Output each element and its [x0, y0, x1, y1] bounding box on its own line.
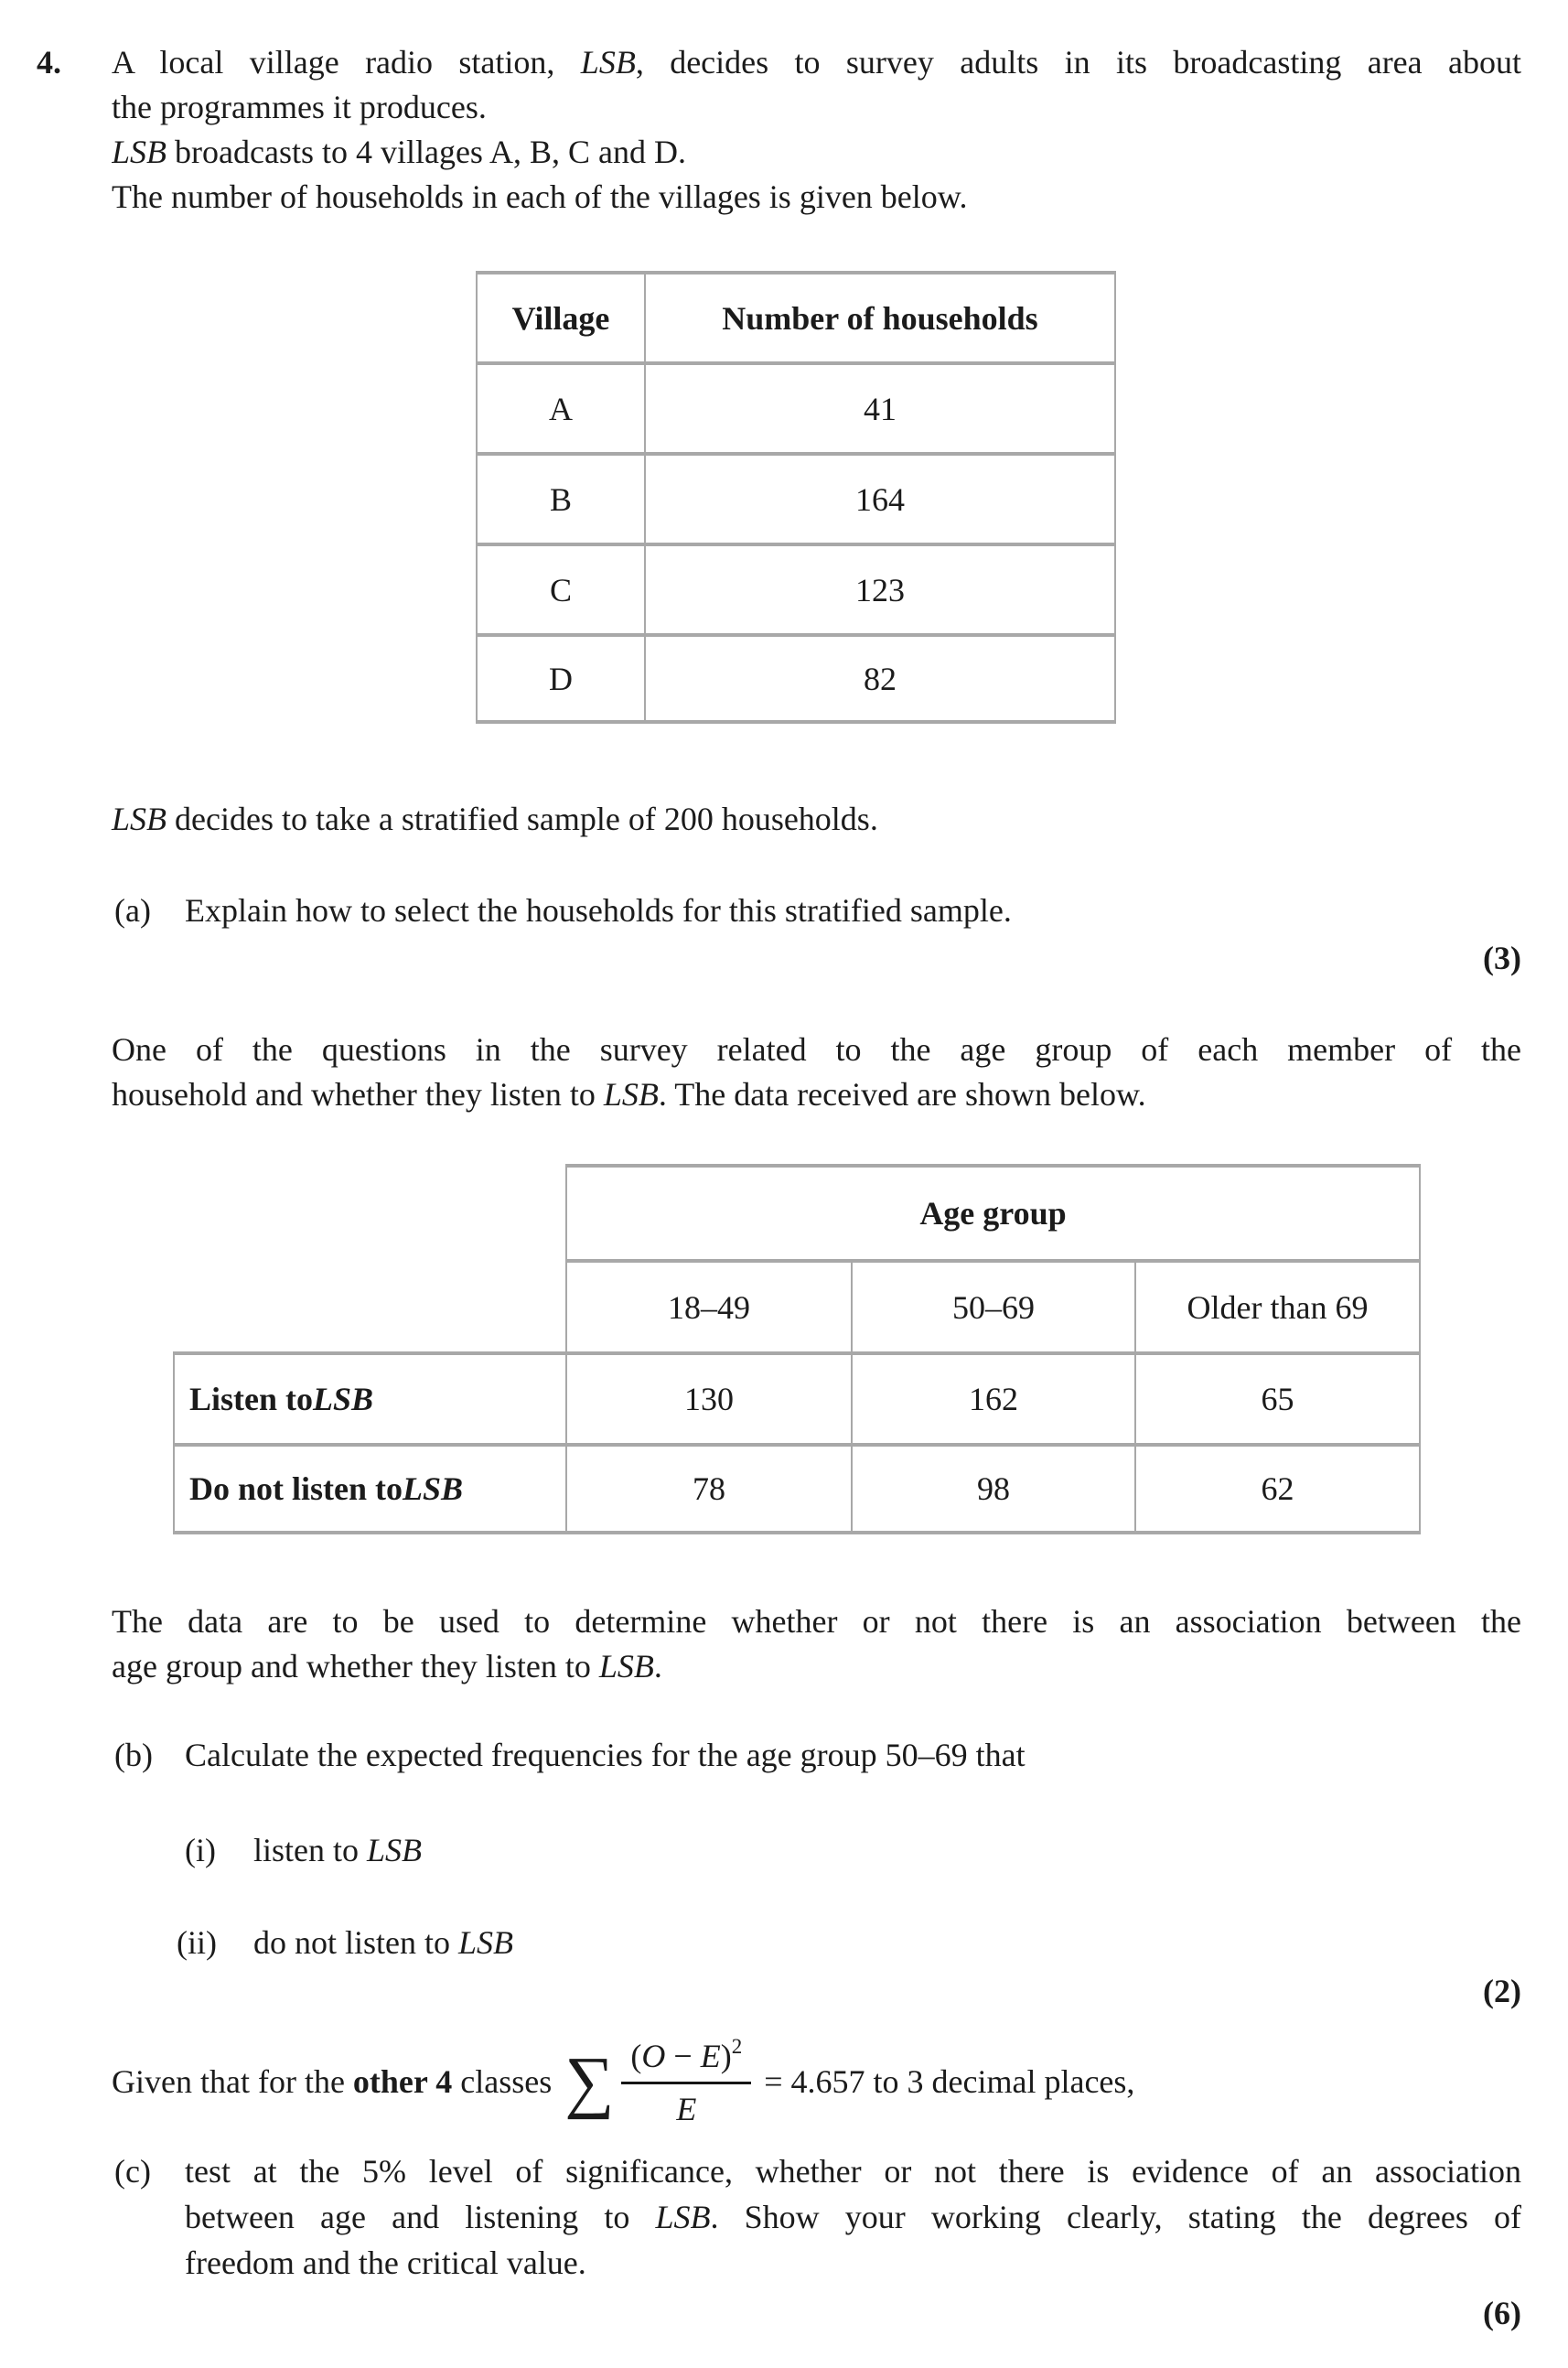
association-line: The data are to be used to determine whether or not there is an association between the	[112, 1603, 1521, 1640]
survey-line: One of the questions in the survey related to the age group of each member of the	[112, 1031, 1521, 1068]
intro-line: the programmes it produces.	[112, 89, 487, 125]
empty-corner-cell	[173, 1164, 565, 1259]
table-cell-value: 130	[565, 1351, 851, 1443]
age-group-header: Age group	[565, 1164, 1421, 1259]
part-c-line: test at the 5% level of significance, whether or not there is evidence of an association	[185, 2153, 1521, 2190]
table-cell-village: A	[476, 361, 644, 452]
fraction-denominator: E	[676, 2090, 697, 2127]
association-paragraph	[112, 1599, 1521, 1689]
part-b-item-ii-label: (ii)	[177, 1924, 217, 1961]
association-line: age group and whether they listen to LSB.	[112, 1648, 662, 1685]
table-cell-value: 162	[851, 1351, 1134, 1443]
given-statement	[112, 2009, 1134, 2154]
part-a-label: (a)	[114, 892, 151, 929]
row-label-do-not-listen: Do not listen to LSB	[173, 1443, 565, 1534]
table-cell-count: 41	[644, 361, 1116, 452]
empty-corner-cell	[173, 1259, 565, 1351]
part-b-item-ii	[177, 1921, 513, 1965]
marks-part-a: (3)	[1483, 940, 1521, 976]
table-cell-count: 164	[644, 452, 1116, 543]
part-b-item-i-label: (i)	[185, 1832, 216, 1868]
numerator-exponent: 2	[731, 2034, 743, 2058]
intro-line: A local village radio station, LSB, decides to survey adults in its broadcasting area about	[112, 44, 1521, 81]
given-result: = 4.657 to 3 decimal places,	[764, 2063, 1135, 2100]
part-c-line: freedom and the critical value.	[185, 2244, 586, 2281]
intro-line: LSB broadcasts to 4 villages A, B, C and D.	[112, 134, 686, 170]
table-cell-value: 78	[565, 1443, 851, 1534]
survey-paragraph	[112, 1028, 1521, 1117]
households-table	[476, 271, 1116, 724]
table-cell-count: 82	[644, 633, 1116, 724]
survey-line: household and whether they listen to LSB. The data received are shown below.	[112, 1076, 1146, 1113]
row-label-listen: Listen to LSB	[173, 1351, 565, 1443]
part-b-label: (b)	[114, 1737, 153, 1773]
table-cell-value: 62	[1134, 1443, 1421, 1534]
fraction-numerator: $(O - E)^2$	[630, 2034, 743, 2074]
age-col-header: 18–49	[565, 1259, 851, 1351]
table-cell-count: 123	[644, 543, 1116, 633]
age-col-header: Older than 69	[1134, 1259, 1421, 1351]
sample-statement: LSB decides to take a stratified sample of 200 households.	[112, 801, 878, 837]
part-c-label: (c)	[114, 2153, 151, 2190]
age-group-table	[173, 1164, 1421, 1534]
part-b-item-i-text: listen to LSB	[253, 1832, 423, 1868]
question-number: 4.	[37, 44, 61, 81]
households-table-header-number: Number of households	[644, 271, 1116, 361]
table-cell-village: B	[476, 452, 644, 543]
marks-part-c: (6)	[1483, 2295, 1521, 2331]
part-a	[114, 888, 1012, 933]
age-col-header: 50–69	[851, 1259, 1134, 1351]
part-a-text: Explain how to select the households for this stratified sample.	[185, 892, 1012, 929]
part-b-text: Calculate the expected frequencies for the age group 50–69 that	[185, 1737, 1026, 1773]
marks-part-b: (2)	[1483, 1973, 1521, 2009]
households-table-header-village: Village	[476, 271, 644, 361]
part-b-item-ii-text: do not listen to LSB	[253, 1924, 514, 1961]
intro-line: The number of households in each of the villages is given below.	[112, 178, 968, 215]
sigma-symbol: ∑	[564, 2043, 615, 2120]
table-cell-village: D	[476, 633, 644, 724]
part-c	[114, 2148, 1521, 2286]
part-c-line: between age and listening to LSB. Show your working clearly, stating the degrees of	[185, 2199, 1521, 2235]
part-b	[114, 1733, 1026, 1778]
table-cell-village: C	[476, 543, 644, 633]
given-prefix: Given that for the other 4 classes	[112, 2063, 553, 2100]
intro-paragraph	[112, 40, 1521, 220]
table-cell-value: 65	[1134, 1351, 1421, 1443]
table-cell-value: 98	[851, 1443, 1134, 1534]
part-b-item-i	[185, 1828, 422, 1873]
chi-squared-fraction	[621, 2032, 751, 2132]
